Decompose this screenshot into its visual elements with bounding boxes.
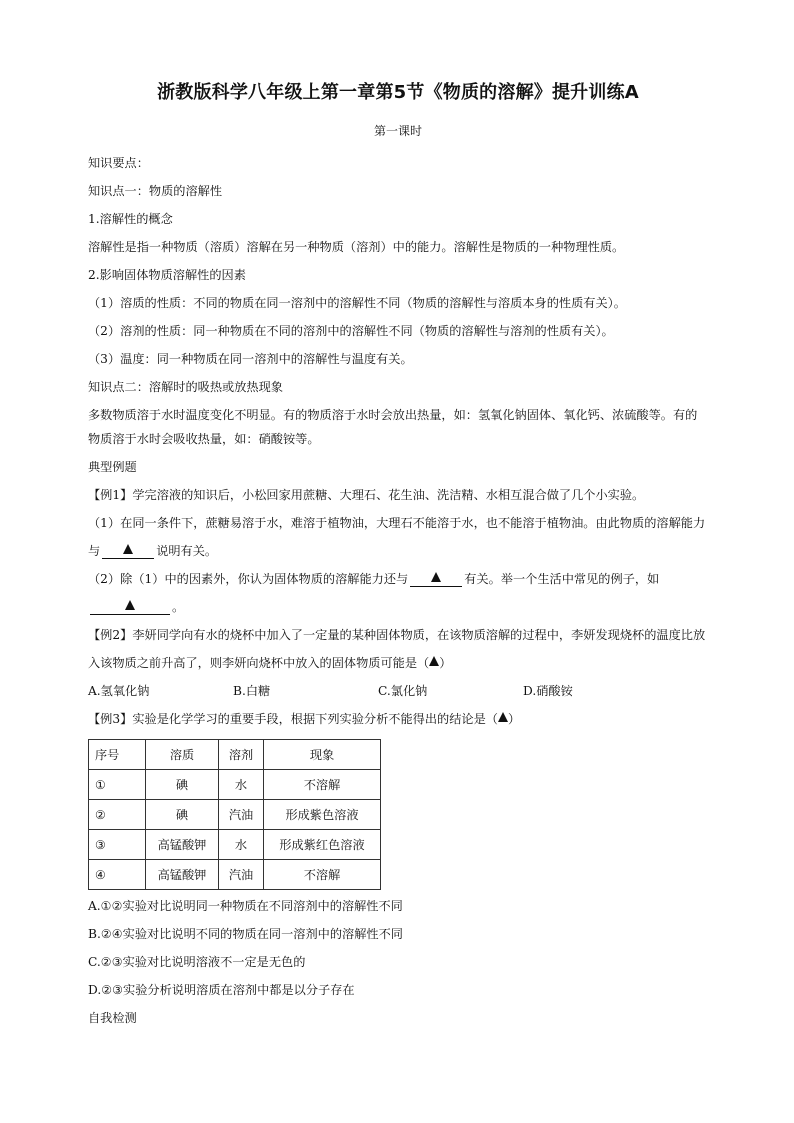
example1-q1-text-end: 说明有关。 <box>156 544 218 558</box>
answer-blank[interactable] <box>410 572 462 587</box>
example3-choice-c[interactable]: C.②③实验对比说明溶液不一定是无色的 <box>88 955 306 969</box>
table-cell: ① <box>89 770 146 800</box>
table-cell: 形成紫色溶液 <box>264 800 381 830</box>
example2-stem <box>88 621 708 677</box>
example3-choice-b[interactable]: B.②④实验对比说明不同的物质在同一溶剂中的溶解性不同 <box>88 927 403 941</box>
experiment-table <box>88 739 381 890</box>
section-examples: 典型例题 <box>88 460 137 474</box>
table-header-cell: 溶质 <box>146 740 219 770</box>
section-knowledge: 知识要点： <box>88 156 149 170</box>
table-cell: 不溶解 <box>264 860 381 890</box>
table-cell: 不溶解 <box>264 770 381 800</box>
example2-choices <box>88 677 708 705</box>
table-cell: 碘 <box>146 800 219 830</box>
triangle-icon <box>123 544 133 554</box>
choice-a[interactable]: A.氢氧化钠 <box>88 684 150 698</box>
table-cell: 汽油 <box>219 800 264 830</box>
kp1-item2-title: 2.影响固体物质溶解性的因素 <box>88 268 246 282</box>
triangle-icon <box>429 656 439 666</box>
answer-blank[interactable] <box>90 600 170 615</box>
table-row <box>89 830 381 860</box>
example2-stem-text: 【例2】李妍同学向有水的烧杯中加入了一定量的某种固体物质，在该物质溶解的过程中，李妍发现烧杯的温度比放入该物质之前升高了，则李妍向烧杯中放入的固体物质可能是（ <box>88 628 706 670</box>
table-cell: 形成紫红色溶液 <box>264 830 381 860</box>
kp1-item1-title: 1.溶解性的概念 <box>88 212 173 226</box>
answer-blank[interactable] <box>102 544 154 559</box>
document-page <box>88 78 708 1032</box>
section-selfcheck: 自我检测 <box>88 1011 137 1025</box>
table-row <box>89 800 381 830</box>
example3-choice-a[interactable]: A.①②实验对比说明同一种物质在不同溶剂中的溶解性不同 <box>88 899 403 913</box>
kp1-item2-b: （2）溶剂的性质：同一种物质在不同的溶剂中的溶解性不同（物质的溶解性与溶剂的性质有关）。 <box>88 324 614 338</box>
example3-stem-text: 【例3】实验是化学学习的重要手段，根据下列实验分析不能得出的结论是（ <box>88 712 498 726</box>
example1-q2 <box>88 565 708 621</box>
example2-stem-end: ） <box>439 656 452 670</box>
choice-b[interactable]: B.白糖 <box>233 684 271 698</box>
table-cell: ④ <box>89 860 146 890</box>
example1-q2-text: （2）除（1）中的因素外，你认为固体物质的溶解能力还与 <box>88 572 409 586</box>
table-row <box>89 860 381 890</box>
table-header-cell: 现象 <box>264 740 381 770</box>
example3-choice-d[interactable]: D.②③实验分析说明溶质在溶剂中都是以分子存在 <box>88 983 355 997</box>
lesson-subtitle: 第一课时 <box>373 124 422 138</box>
table-cell: 碘 <box>146 770 219 800</box>
kp1-title: 知识点一：物质的溶解性 <box>88 184 223 198</box>
table-row <box>89 770 381 800</box>
document-title: 浙教版科学八年级上第一章第5节《物质的溶解》提升训练A <box>157 82 639 103</box>
kp1-item2-a: （1）溶质的性质：不同的物质在同一溶剂中的溶解性不同（物质的溶解性与溶质本身的性质有关）。 <box>88 296 626 310</box>
triangle-icon <box>498 712 508 722</box>
kp1-item1-text: 溶解性是指一种物质（溶质）溶解在另一种物质（溶剂）中的能力。溶解性是物质的一种物理性质。 <box>88 240 625 254</box>
kp2-title: 知识点二：溶解时的吸热或放热现象 <box>88 380 283 394</box>
example1-q1-text: （1）在同一条件下，蔗糖易溶于水，难溶于植物油，大理石不能溶于水，也不能溶于植物油。由此物质的溶解能力与 <box>88 516 706 558</box>
example1-q2-text-end: 。 <box>172 600 185 614</box>
table-header-cell: 序号 <box>89 740 146 770</box>
choice-d[interactable]: D.硝酸铵 <box>523 684 573 698</box>
kp2-text: 多数物质溶于水时温度变化不明显。有的物质溶于水时会放出热量，如：氢氧化钠固体、氧化钙、浓硫酸等。有的物质溶于水时会吸收热量，如：硝酸铵等。 <box>88 408 698 446</box>
table-cell: ② <box>89 800 146 830</box>
kp1-item2-c: （3）温度：同一种物质在同一溶剂中的溶解性与温度有关。 <box>88 352 413 366</box>
example3-stem-end: ） <box>507 712 521 726</box>
example1-q2-text-mid: 有关。举一个生活中常见的例子，如 <box>464 572 660 586</box>
triangle-icon <box>431 572 441 582</box>
table-cell: 水 <box>219 830 264 860</box>
triangle-icon <box>125 600 135 610</box>
example1-q1 <box>88 509 708 565</box>
table-cell: 高锰酸钾 <box>146 860 219 890</box>
table-header-cell: 溶剂 <box>219 740 264 770</box>
table-cell: 汽油 <box>219 860 264 890</box>
example3-stem <box>88 705 708 733</box>
table-cell: 水 <box>219 770 264 800</box>
table-cell: 高锰酸钾 <box>146 830 219 860</box>
table-cell: ③ <box>89 830 146 860</box>
choice-c[interactable]: C.氯化钠 <box>378 684 428 698</box>
example1-stem: 【例1】学完溶液的知识后，小松回家用蔗糖、大理石、花生油、洗洁精、水相互混合做了几个小实验。 <box>88 488 645 502</box>
table-header-row <box>89 740 381 770</box>
